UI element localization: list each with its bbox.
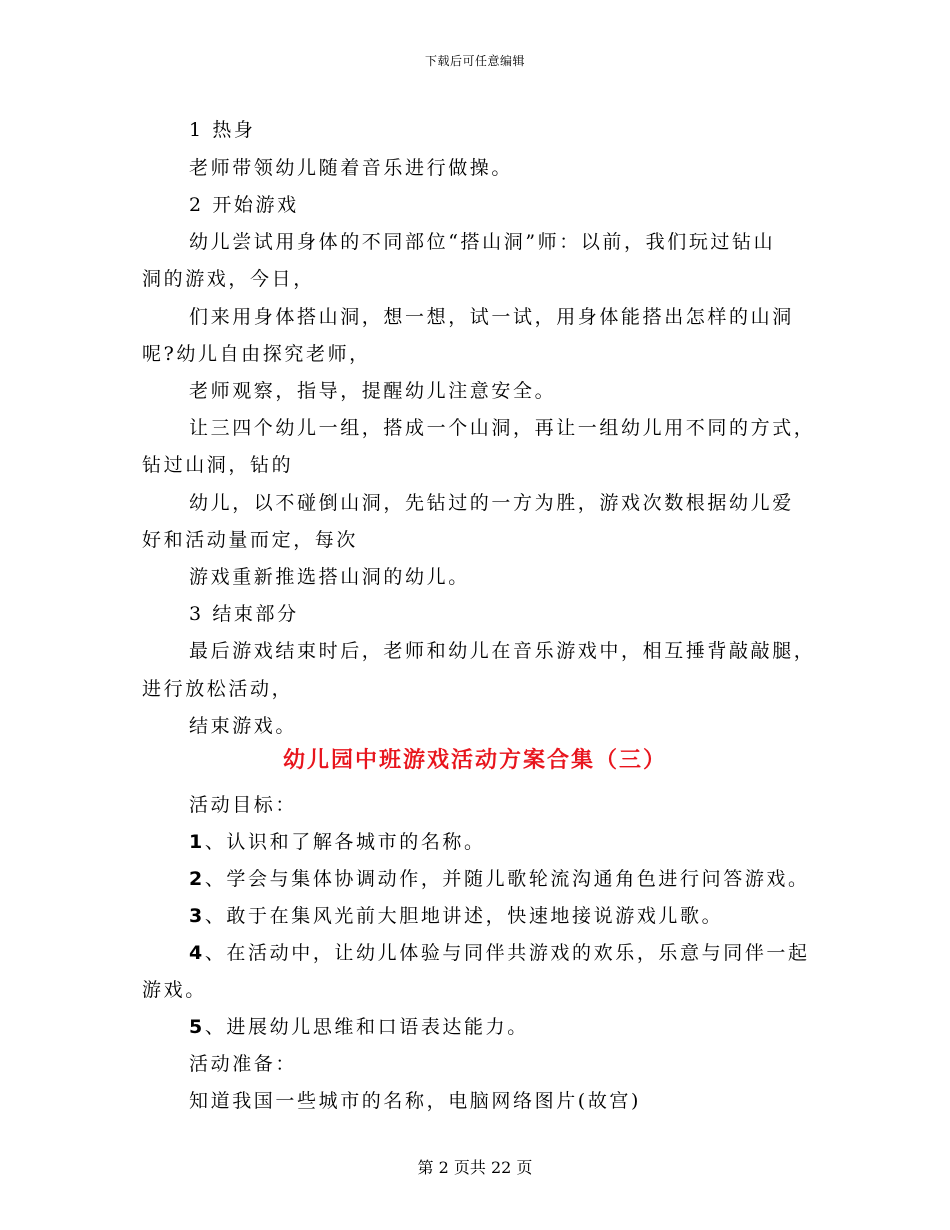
prep-text: 知道我国一些城市的名称，电脑网络图片(故宫) <box>189 1090 642 1112</box>
paragraph-line: 进行放松活动， <box>142 678 294 700</box>
paragraph-line: 1 热身 <box>189 119 256 141</box>
goal-number: 1 <box>189 831 205 853</box>
paragraph-line: 结束游戏。 <box>189 715 298 737</box>
paragraph-line: 幼儿，以不碰倒山洞，先钻过的一方为胜，游戏次数根据幼儿爱 <box>189 492 794 514</box>
goal-text: 、学会与集体协调动作，并随儿歌轮流沟通角色进行问答游戏。 <box>204 868 810 890</box>
goals-label: 活动目标： <box>189 794 298 816</box>
paragraph-line: 老师观察，指导，提醒幼儿注意安全。 <box>189 380 557 402</box>
goal-number: 2 <box>189 868 205 890</box>
paragraph-line: 好和活动量而定，每次 <box>142 529 359 551</box>
goal-item <box>189 938 810 965</box>
goal-item <box>189 1012 529 1039</box>
paragraph-line: 3 结束部分 <box>189 603 299 625</box>
goal-number: 5 <box>189 1016 205 1038</box>
goal-text: 、认识和了解各城市的名称。 <box>204 831 486 853</box>
section-title: 幼儿园中班游戏活动方案合集（三） <box>282 747 667 773</box>
goal-number: 3 <box>189 905 205 927</box>
page-footer: 第 2 页共 22 页 <box>417 1158 533 1177</box>
paragraph-line: 洞的游戏，今日， <box>142 268 315 290</box>
paragraph-line: 最后游戏结束时后，老师和幼儿在音乐游戏中，相互捶背敲敲腿， <box>189 640 816 662</box>
page-header: 下载后可任意编辑 <box>424 54 525 68</box>
paragraph-line: 们来用身体搭山洞，想一想，试一试，用身体能搭出怎样的山洞 <box>189 306 794 328</box>
paragraph-line: 老师带领幼儿随着音乐进行做操。 <box>189 157 514 179</box>
goal-text: 游戏。 <box>142 979 207 1001</box>
paragraph-line: 让三四个幼儿一组，搭成一个山洞，再让一组幼儿用不同的方式， <box>189 417 816 439</box>
paragraph-line: 钻过山洞，钻的 <box>142 454 294 476</box>
goal-item <box>142 975 207 1002</box>
goal-text: 、在活动中，让幼儿体验与同伴共游戏的欢乐，乐意与同伴一起 <box>204 942 810 964</box>
paragraph-line: 呢?幼儿自由探究老师， <box>142 343 371 365</box>
paragraph-line: 游戏重新推选搭山洞的幼儿。 <box>189 566 470 588</box>
goal-number: 4 <box>189 942 205 964</box>
paragraph-line: 2 开始游戏 <box>189 194 299 216</box>
goal-text: 、敢于在集风光前大胆地讲述，快速地接说游戏儿歌。 <box>204 905 724 927</box>
goal-item <box>189 901 723 928</box>
prep-label: 活动准备： <box>189 1053 298 1075</box>
goal-item <box>189 864 810 891</box>
goal-item <box>189 827 486 854</box>
goal-text: 、进展幼儿思维和口语表达能力。 <box>204 1016 529 1038</box>
paragraph-line: 幼儿尝试用身体的不同部位“搭山洞”师：以前，我们玩过钻山 <box>189 231 776 253</box>
